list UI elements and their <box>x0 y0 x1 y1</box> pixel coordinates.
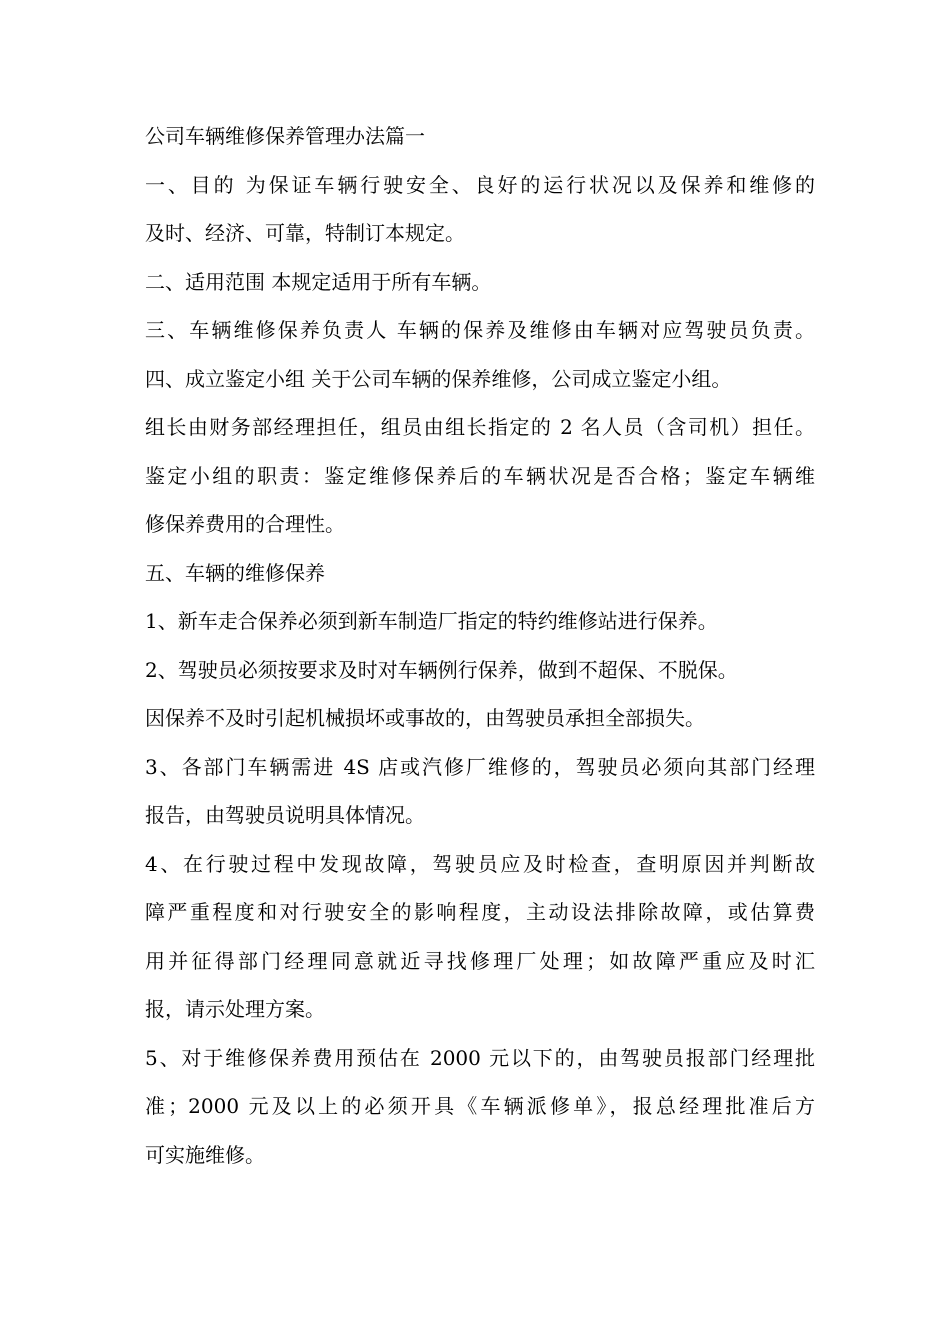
section-heading: 五、车辆的维修保养 <box>145 560 325 585</box>
paragraph-line: 因保养不及时引起机械损坏或事故的，由驾驶员承担全部损失。 <box>145 706 705 730</box>
paragraph-line: 4、在行驶过程中发现故障，驾驶员应及时检查，查明原因并判断故 <box>145 851 815 876</box>
paragraph-line: 及时、经济、可靠，特制订本规定。 <box>145 221 465 245</box>
paragraph-line: 二、适用范围 本规定适用于所有车辆。 <box>145 269 492 294</box>
paragraph-line: 四、成立鉴定小组 关于公司车辆的保养维修，公司成立鉴定小组。 <box>145 366 732 391</box>
paragraph-line: 一、目的 为保证车辆行驶安全、良好的运行状况以及保养和维修的 <box>145 172 815 197</box>
paragraph-line: 三、车辆维修保养负责人 车辆的保养及维修由车辆对应驾驶员负责。 <box>145 318 815 342</box>
paragraph-line: 鉴定小组的职责：鉴定维修保养后的车辆状况是否合格；鉴定车辆维 <box>145 463 815 488</box>
paragraph-line: 2、驾驶员必须按要求及时对车辆例行保养，做到不超保、不脱保。 <box>145 657 738 682</box>
paragraph-line: 1、新车走合保养必须到新车制造厂指定的特约维修站进行保养。 <box>145 609 718 633</box>
paragraph-line: 准；2000 元及以上的必须开具《车辆派修单》，报总经理批准后方 <box>145 1094 815 1118</box>
paragraph-line: 组长由财务部经理担任，组员由组长指定的 2 名人员（含司机）担任。 <box>145 415 815 439</box>
paragraph-line: 用并征得部门经理同意就近寻找修理厂处理；如故障严重应及时汇 <box>145 948 815 973</box>
paragraph-line: 可实施维修。 <box>145 1142 265 1167</box>
paragraph-line: 障严重程度和对行驶安全的影响程度，主动设法排除故障，或估算费 <box>145 900 815 924</box>
paragraph-line: 修保养费用的合理性。 <box>145 512 345 536</box>
paragraph-line: 报告，由驾驶员说明具体情况。 <box>145 803 425 827</box>
document-title: 公司车辆维修保养管理办法篇一 <box>145 124 425 148</box>
paragraph-line: 报，请示处理方案。 <box>145 997 325 1021</box>
paragraph-line: 3、各部门车辆需进 4S 店或汽修厂维修的，驾驶员必须向其部门经理 <box>145 754 815 779</box>
document-page <box>145 118 815 1185</box>
paragraph-line: 5、对于维修保养费用预估在 2000 元以下的，由驾驶员报部门经理批 <box>145 1045 815 1070</box>
